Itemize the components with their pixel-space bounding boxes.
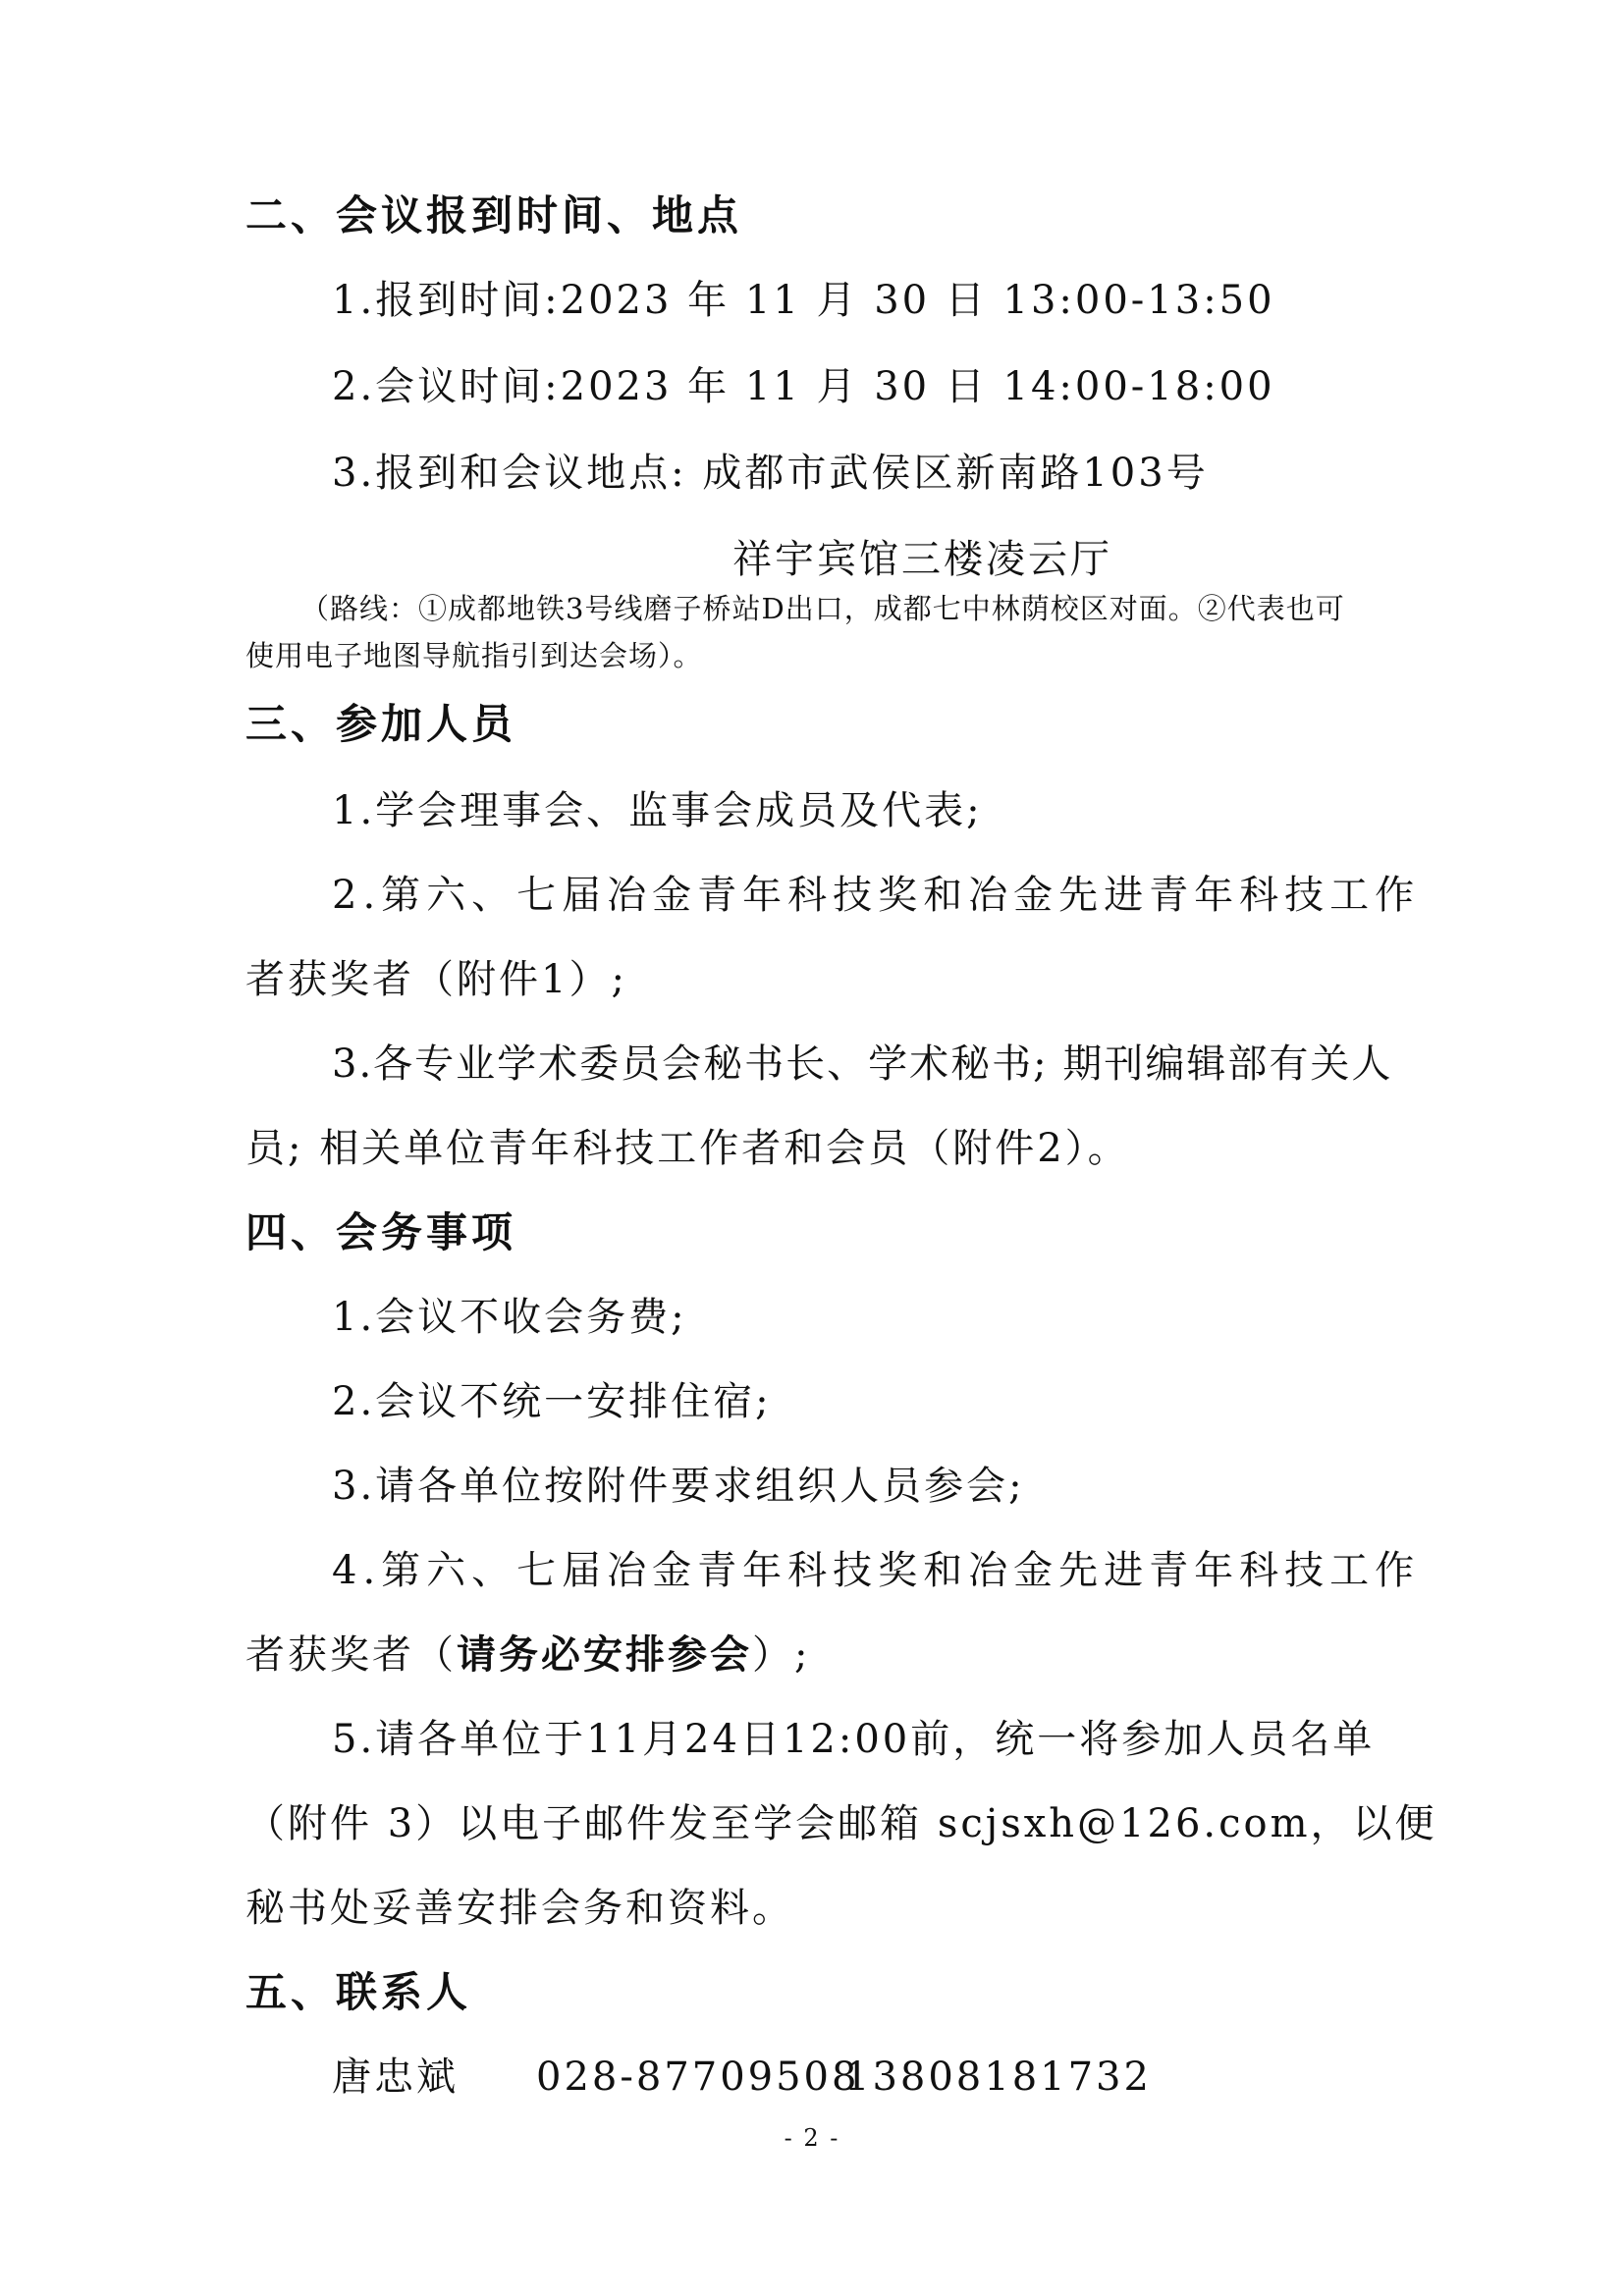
participants-item2-line2: 者获奖者（附件1）; [245, 957, 627, 1002]
contact-name: 唐忠斌 [332, 2055, 459, 2100]
affairs-item4-prefix: 者获奖者（ [245, 1632, 457, 1678]
meeting-time: 2.会议时间:2023 年 11 月 30 日 14:00-18:00 [332, 364, 1275, 409]
affairs-item4-emphasis: 请务必安排参会 [457, 1632, 752, 1678]
contact-phone: 028-87709508 [536, 2055, 860, 2100]
meeting-location-line1: 3.报到和会议地点: 成都市武侯区新南路103号 [332, 451, 1209, 496]
affairs-item5-line1: 5.请各单位于11月24日12:00前，统一将参加人员名单 [332, 1717, 1376, 1762]
affairs-item4-suffix: ）; [752, 1632, 811, 1678]
registration-time: 1.报到时间:2023 年 11 月 30 日 13:00-13:50 [332, 278, 1275, 323]
participants-item1: 1.学会理事会、监事会成员及代表; [332, 788, 983, 833]
affairs-item2: 2.会议不统一安排住宿; [332, 1379, 772, 1424]
participants-item2-line1: 2.第六、七届冶金青年科技奖和冶金先进青年科技工作 [332, 873, 1421, 918]
participants-item3-line2: 员; 相关单位青年科技工作者和会员（附件2）。 [245, 1126, 1130, 1171]
contact-mobile: 13808181732 [844, 2055, 1152, 2100]
section-heading-contact: 五、联系人 [245, 1968, 472, 2016]
route-note-line1: （路线：①成都地铁3号线磨子桥站D出口，成都七中林荫校区对面。②代表也可 [300, 592, 1345, 625]
section-heading-affairs: 四、会务事项 [245, 1208, 517, 1256]
affairs-item4-line2 [245, 1629, 810, 1681]
affairs-item3: 3.请各单位按附件要求组织人员参会; [332, 1464, 1025, 1509]
section-heading-registration: 二、会议报到时间、地点 [245, 191, 743, 240]
affairs-item5-line2: （附件 3）以电子邮件发至学会邮箱 scjsxh@126.com，以便 [245, 1801, 1437, 1846]
section-heading-participants: 三、参加人员 [245, 700, 517, 748]
affairs-item4-line1: 4.第六、七届冶金青年科技奖和冶金先进青年科技工作 [332, 1548, 1421, 1593]
route-note-line2: 使用电子地图导航指引到达会场）。 [245, 639, 703, 672]
meeting-location-line2: 祥宇宾馆三楼凌云厅 [732, 537, 1112, 582]
participants-item3-line1: 3.各专业学术委员会秘书长、学术秘书; 期刊编辑部有关人 [332, 1041, 1393, 1087]
page-number: - 2 - [784, 2124, 840, 2152]
affairs-item5-line3: 秘书处妥善安排会务和资料。 [245, 1886, 794, 1931]
affairs-item1: 1.会议不收会务费; [332, 1295, 687, 1340]
